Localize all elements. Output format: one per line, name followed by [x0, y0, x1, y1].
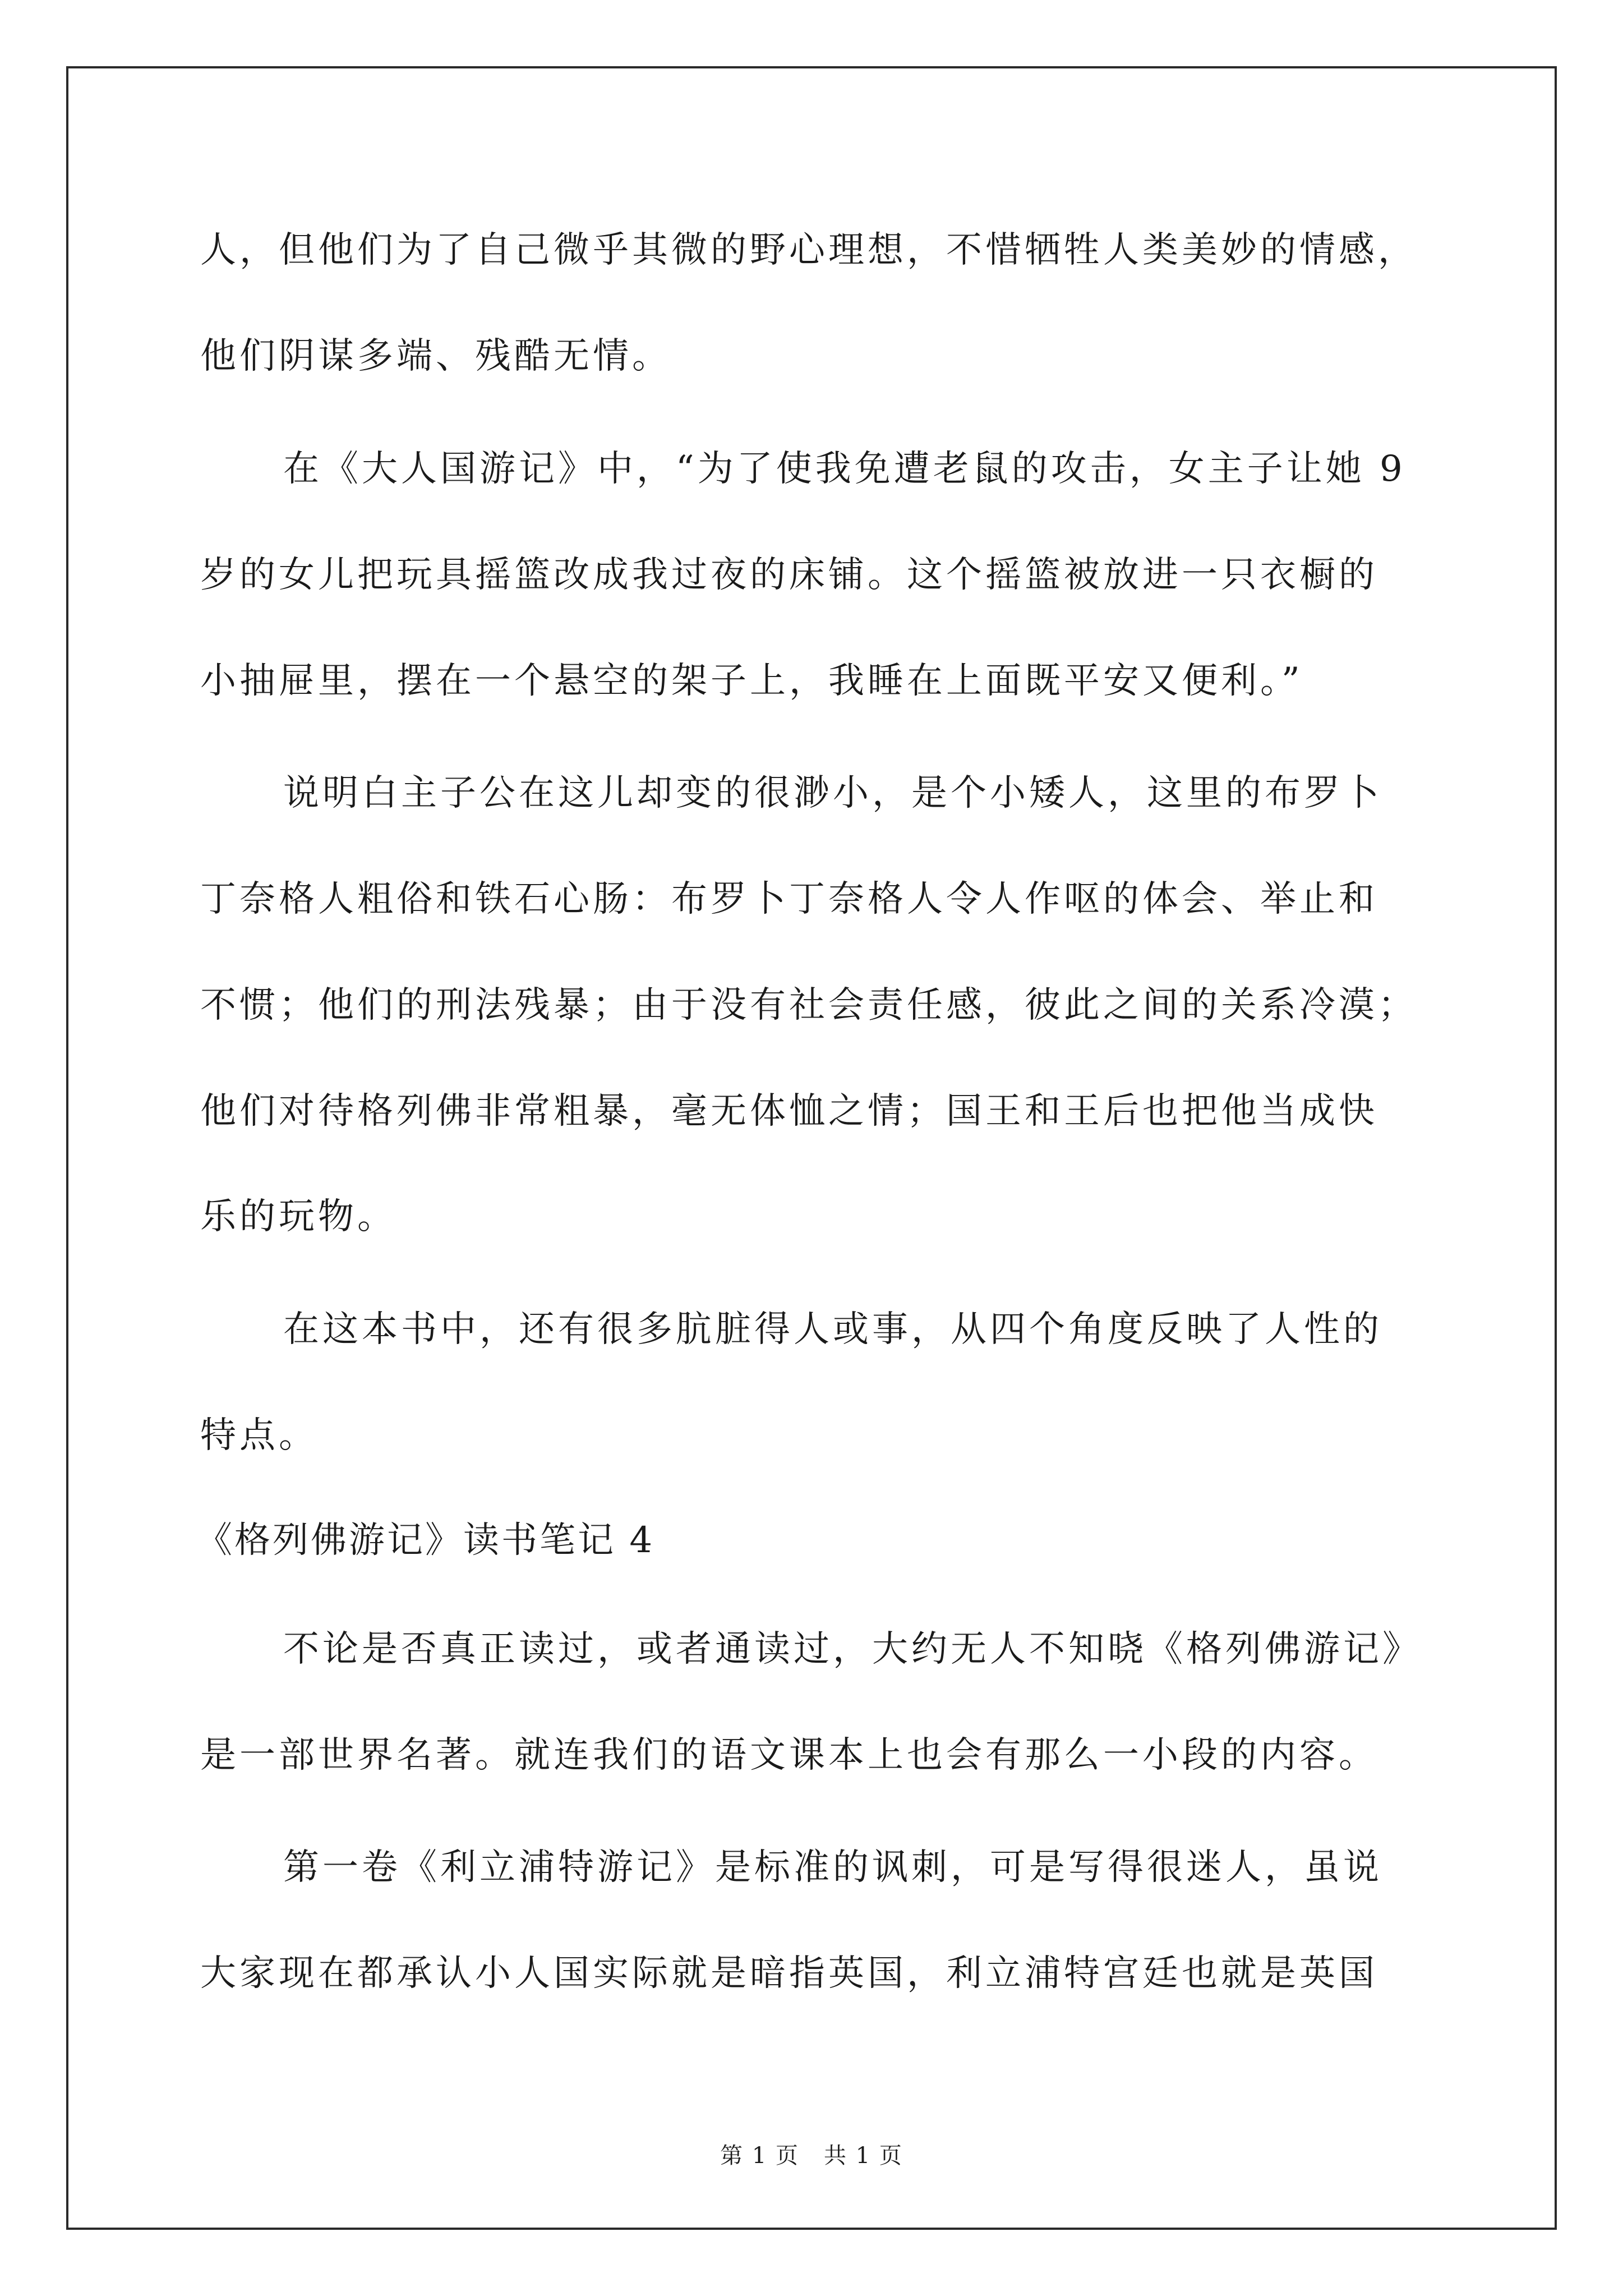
- text-line: 第一卷《利立浦特游记》是标准的讽刺，可是写得很迷人，虽说: [283, 1847, 1382, 1888]
- text-line: 他们阴谋多端、残酷无情。: [200, 335, 671, 377]
- text-line: 大家现在都承认小人国实际就是暗指英国，利立浦特宫廷也就是英国: [200, 1953, 1378, 1994]
- text-line: 是一部世界名著。就连我们的语文课本上也会有那么一小段的内容。: [200, 1734, 1378, 1776]
- text-line: 丁奈格人粗俗和铁石心肠：布罗卜丁奈格人令人作呕的体会、举止和: [200, 878, 1378, 920]
- page-footer: [0, 2145, 1623, 2167]
- text-line: 乐的玩物。: [200, 1196, 396, 1237]
- text-line: 小抽屉里，摆在一个悬空的架子上，我睡在上面既平安又便利。”: [200, 660, 1303, 702]
- page-total: 共 1 页: [824, 2143, 903, 2169]
- text-line: 在这本书中，还有很多肮脏得人或事，从四个角度反映了人性的: [283, 1309, 1382, 1350]
- text-line: 岁的女儿把玩具摇篮改成我过夜的床铺。这个摇篮被放进一只衣橱的: [200, 554, 1378, 596]
- text-line: 人，但他们为了自己微乎其微的野心理想，不惜牺牲人类美妙的情感，: [200, 229, 1417, 271]
- text-line: 在《大人国游记》中，“为了使我免遭老鼠的攻击，女主子让她 9: [283, 448, 1406, 490]
- text-line: 不论是否真正读过，或者通读过，大约无人不知晓《格列佛游记》: [283, 1628, 1422, 1670]
- section-heading: 《格列佛游记》读书笔记 4: [196, 1520, 655, 1561]
- text-line: 特点。: [200, 1415, 318, 1456]
- page-border: [66, 66, 1557, 2230]
- text-line: 他们对待格列佛非常粗暴，毫无体恤之情；国王和王后也把他当成快: [200, 1091, 1378, 1132]
- text-line: 不惯；他们的刑法残暴；由于没有社会责任感，彼此之间的关系冷漠；: [200, 984, 1417, 1026]
- page-number: 第 1 页: [720, 2143, 799, 2169]
- text-line: 说明白主子公在这儿却变的很渺小，是个小矮人，这里的布罗卜: [283, 772, 1382, 814]
